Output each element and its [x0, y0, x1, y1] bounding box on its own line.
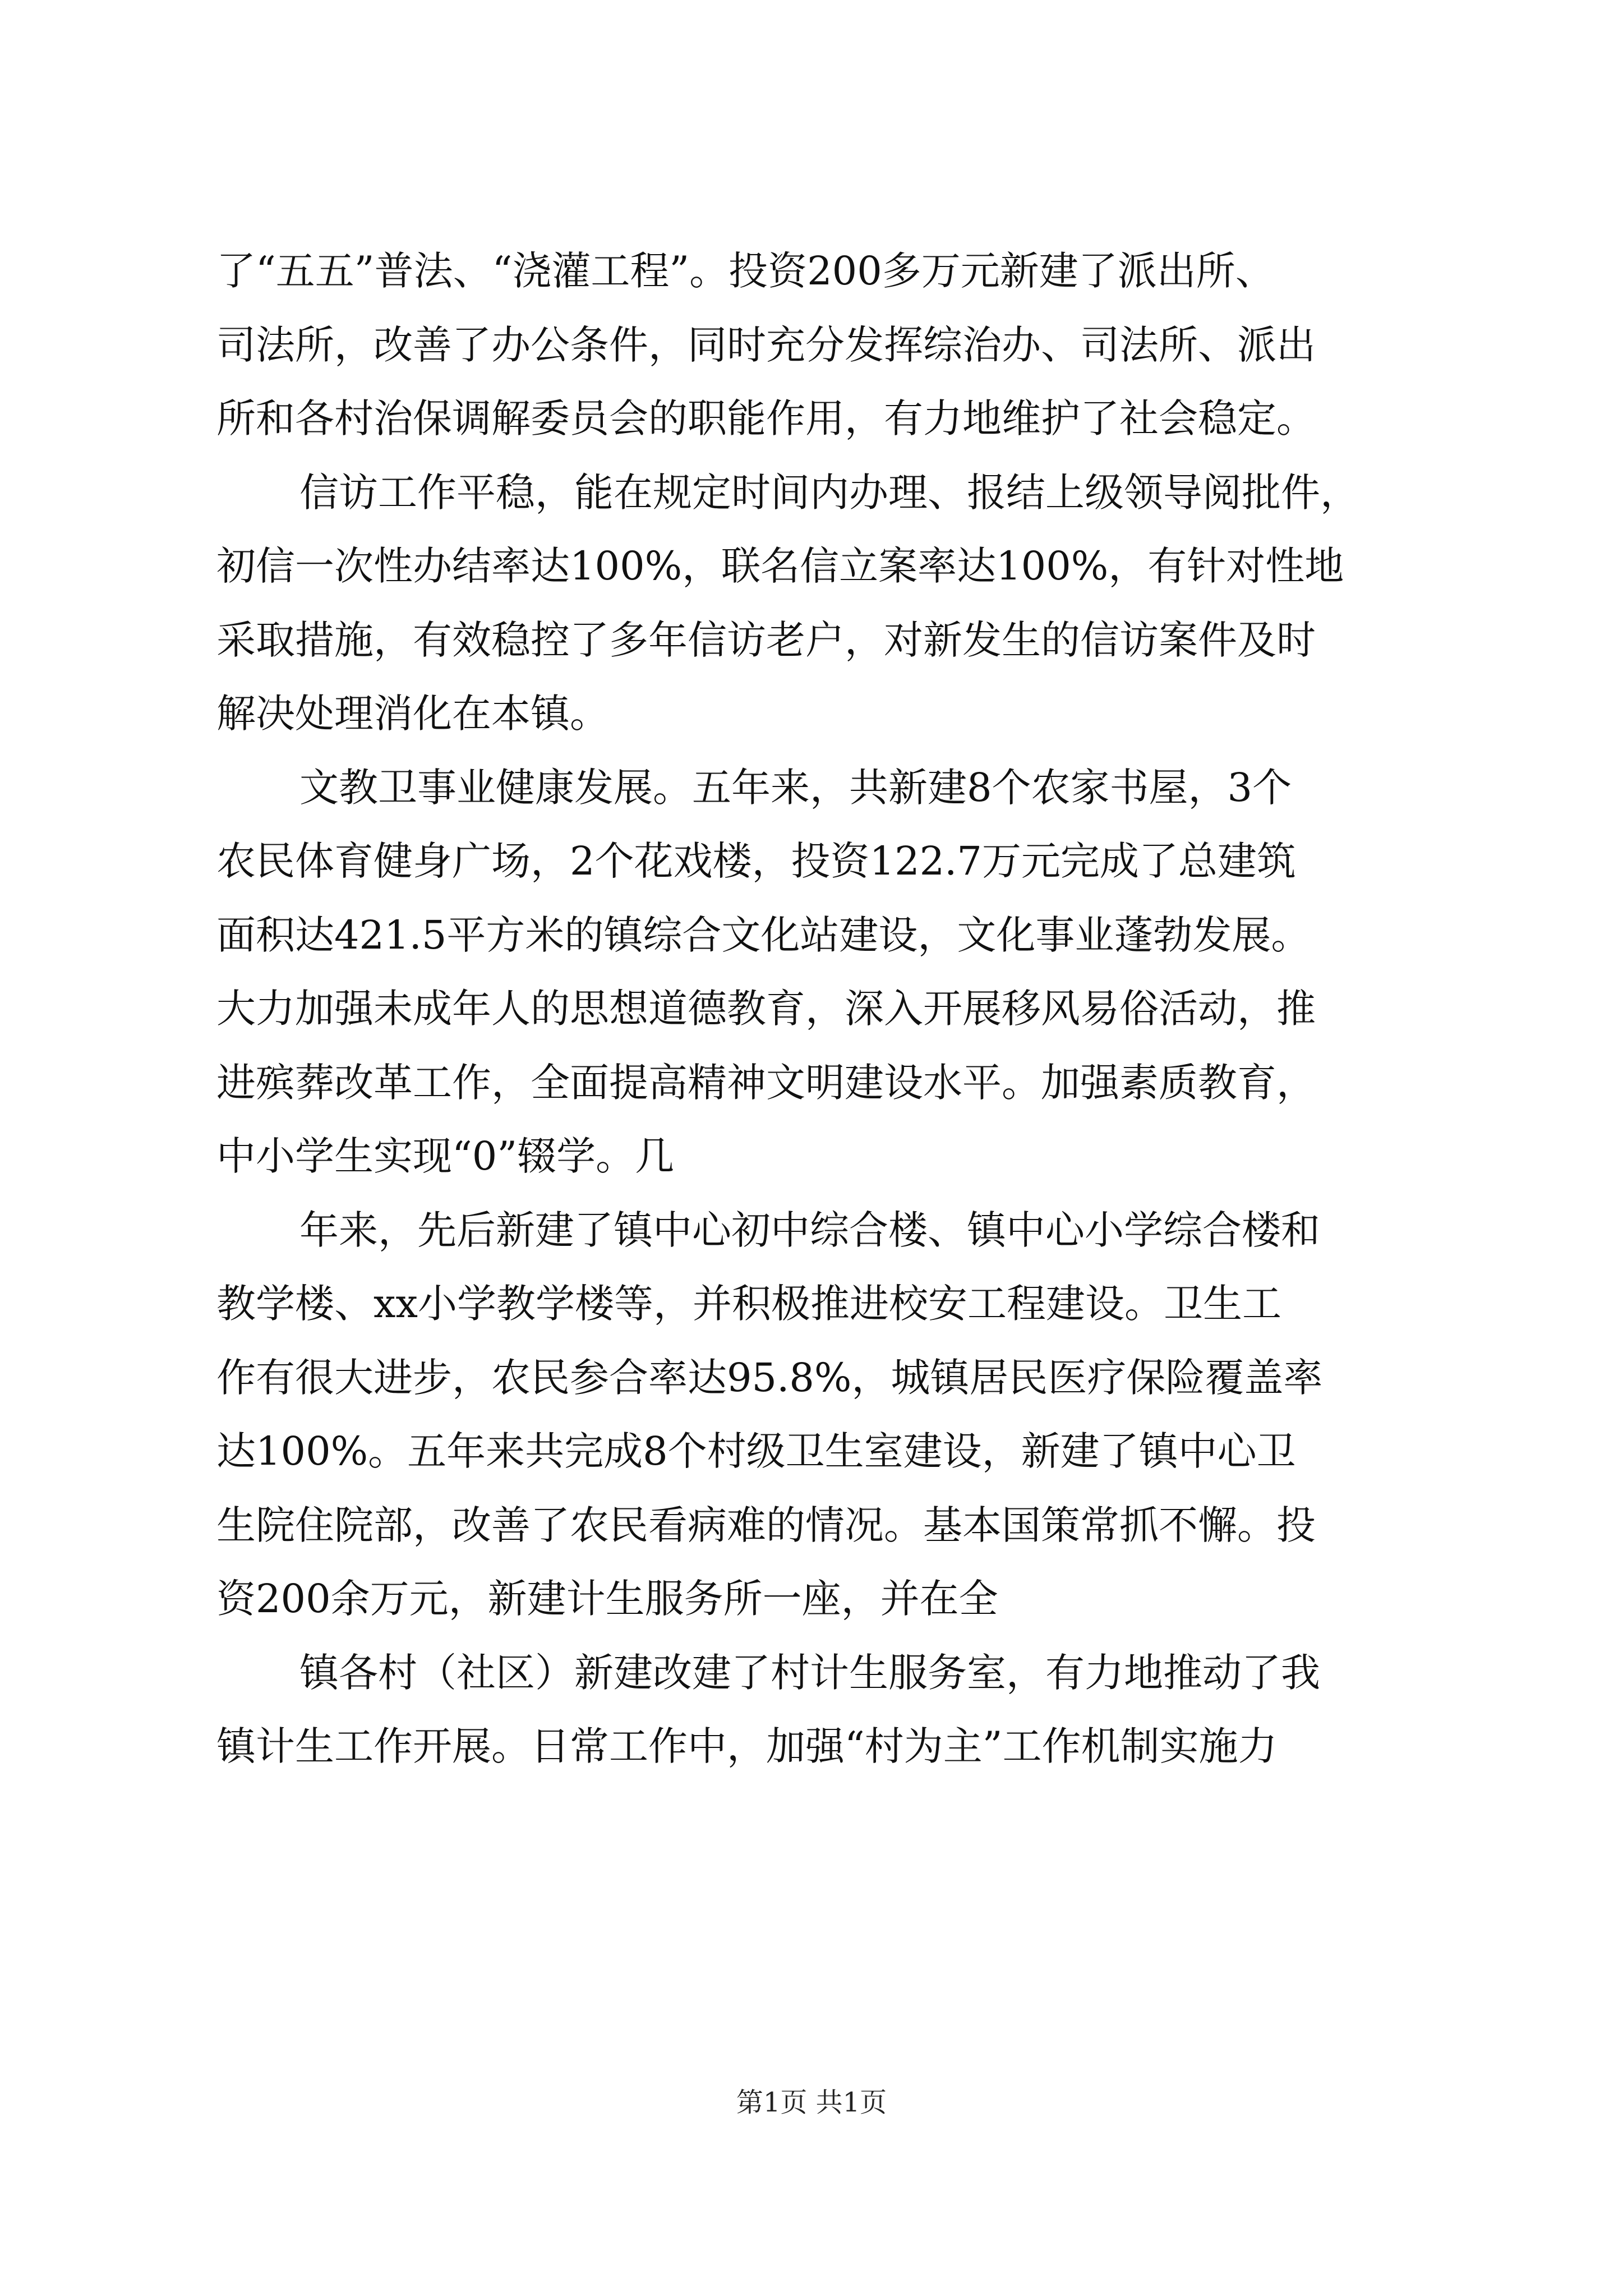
page-footer [0, 2086, 1623, 2119]
paragraph-first-line: 年来，先后新建了镇中心初中综合楼、镇中心小学综合楼和 [299, 1207, 1320, 1253]
body-line: 大力加强未成年人的思想道德教育，深入开展移风易俗活动，推 [216, 986, 1316, 1032]
body-line: 面积达421.5平方米的镇综合文化站建设，文化事业蓬勃发展。 [216, 912, 1311, 958]
body-line: 作有很大进步，农民参合率达95.8%，城镇居民医疗保险覆盖率 [216, 1354, 1323, 1401]
document-body [216, 234, 1417, 1784]
body-line: 中小学生实现“0”辍学。几 [216, 1133, 675, 1179]
body-line: 镇计生工作开展。日常工作中，加强“村为主”工作机制实施力 [216, 1723, 1278, 1769]
body-line: 初信一次性办结率达100%，联名信立案率达100%，有针对性地 [216, 543, 1344, 589]
body-line: 解决处理消化在本镇。 [216, 691, 609, 737]
paragraph-first-line: 镇各村（社区）新建改建了村计生服务室，有力地推动了我 [299, 1649, 1320, 1696]
paragraph-first-line: 信访工作平稳，能在规定时间内办理、报结上级领导阅批件， [299, 469, 1359, 516]
body-line: 教学楼、xx小学教学楼等，并积极推进校安工程建设。卫生工 [216, 1281, 1281, 1327]
body-line: 农民体育健身广场，2个花戏楼，投资122.7万元完成了总建筑 [216, 838, 1296, 884]
paragraph-first-line: 文教卫事业健康发展。五年来，共新建8个农家书屋，3个 [299, 764, 1292, 811]
body-line: 进殡葬改革工作，全面提高精神文明建设水平。加强素质教育， [216, 1059, 1316, 1106]
body-line: 司法所，改善了办公条件，同时充分发挥综治办、司法所、派出 [216, 321, 1316, 368]
body-line: 所和各村治保调解委员会的职能作用，有力地维护了社会稳定。 [216, 395, 1316, 441]
body-line: 达100%。五年来共完成8个村级卫生室建设，新建了镇中心卫 [216, 1428, 1296, 1474]
body-line: 了“五五”普法、“浇灌工程”。投资200多万元新建了派出所、 [216, 248, 1275, 294]
body-line: 生院住院部，改善了农民看病难的情况。基本国策常抓不懈。投 [216, 1502, 1316, 1548]
body-line: 资200余万元，新建计生服务所一座，并在全 [216, 1576, 998, 1622]
page-number-label: 第1页 共1页 [736, 2087, 887, 2118]
body-line: 采取措施，有效稳控了多年信访老户，对新发生的信访案件及时 [216, 616, 1316, 663]
